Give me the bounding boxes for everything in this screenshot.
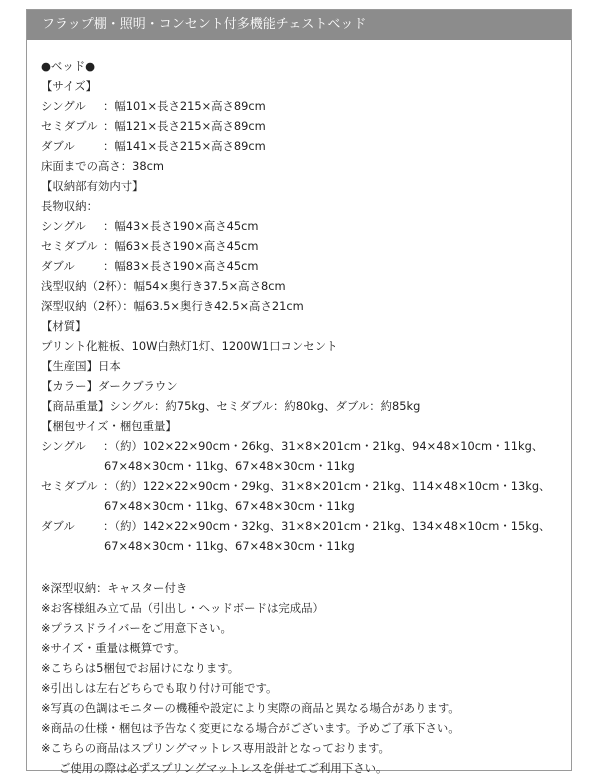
size-row-double	[41, 136, 571, 156]
material-heading: 【材質】	[41, 319, 87, 333]
floor-height: 床面までの高さ：38cm	[41, 159, 164, 173]
storage-row-double	[41, 256, 571, 276]
size-row-semidouble	[41, 116, 571, 136]
package-row-double	[41, 516, 571, 536]
note-item: ※深型収納：キャスター付き	[41, 581, 188, 595]
product-weight: 【商品重量】シングル：約75kg、セミダブル：約80kg、ダブル：約85kg	[41, 399, 421, 413]
spacer	[41, 556, 571, 578]
size-heading: 【サイズ】	[41, 79, 98, 93]
package-row-single	[41, 436, 571, 456]
note-item: ※こちらの商品はスプリングマットレス専用設計となっております。	[41, 741, 390, 755]
origin: 【生産国】日本	[41, 359, 121, 373]
note-item: ※お客様組み立て品（引出し・ヘッドボードは完成品）	[41, 601, 324, 615]
panel-header	[27, 10, 571, 40]
storage-label: ダブル	[41, 259, 75, 273]
note-item: ※こちらは5梱包でお届けになります。	[41, 661, 240, 675]
package-value: ：（約）142×22×90cm・32kg、31×8×201cm・21kg、134×48×10cm・15kg、	[103, 519, 551, 533]
package-value-cont: 67×48×30cm・11kg、67×48×30cm・11kg	[104, 499, 355, 513]
size-label: ダブル	[41, 139, 75, 153]
storage-row-semidouble	[41, 236, 571, 256]
note-item: ※商品の仕様・梱包は予告なく変更になる場合がございます。予めご了承下さい。	[41, 721, 460, 735]
storage-value: ：幅63×長さ190×高さ45cm	[103, 239, 259, 253]
panel-title: フラップ棚・照明・コンセント付多機能チェストベッド	[42, 17, 367, 32]
size-value: ：幅121×長さ215×高さ89cm	[103, 119, 266, 133]
size-value: ：幅101×長さ215×高さ89cm	[103, 99, 266, 113]
note-item: ※サイズ・重量は概算です。	[41, 641, 186, 655]
material-value: プリント化粧板、10W白熱灯1灯、1200W1口コンセント	[41, 339, 338, 353]
package-row-semidouble	[41, 476, 571, 496]
package-heading: 【梱包サイズ・梱包重量】	[41, 419, 177, 433]
package-label: セミダブル	[41, 479, 98, 493]
note-item: ※プラスドライバーをご用意下さい。	[41, 621, 232, 635]
note-item-continued: ご使用の際は必ずスプリングマットレスを併せてご利用下さい。	[59, 761, 388, 775]
storage-label: セミダブル	[41, 239, 98, 253]
size-label: セミダブル	[41, 119, 98, 133]
storage-label: シングル	[41, 219, 86, 233]
note-item: ※写真の色調はモニターの機種や設定により実際の商品と異なる場合があります。	[41, 701, 460, 715]
size-label: シングル	[41, 99, 86, 113]
storage-value: ：幅43×長さ190×高さ45cm	[103, 219, 259, 233]
size-row-single	[41, 96, 571, 116]
color: 【カラー】ダークブラウン	[41, 379, 178, 393]
size-value: ：幅141×長さ215×高さ89cm	[103, 139, 266, 153]
package-label: シングル	[41, 439, 86, 453]
storage-heading: 【収納部有効内寸】	[41, 179, 144, 193]
shallow-storage: 浅型収納（2杯）：幅54×奥行き37.5×高さ8cm	[41, 279, 286, 293]
deep-storage: 深型収納（2杯）：幅63.5×奥行き42.5×高さ21cm	[41, 299, 304, 313]
package-value-cont: 67×48×30cm・11kg、67×48×30cm・11kg	[104, 459, 355, 473]
note-item: ※引出しは左右どちらでも取り付け可能です。	[41, 681, 278, 695]
long-storage-heading: 長物収納：	[41, 199, 98, 213]
package-value: ：（約）122×22×90cm・29kg、31×8×201cm・21kg、114×48×10cm・13kg、	[103, 479, 551, 493]
storage-value: ：幅83×長さ190×高さ45cm	[103, 259, 259, 273]
package-label: ダブル	[41, 519, 75, 533]
bed-heading: ●ベッド●	[41, 59, 96, 73]
storage-row-single	[41, 216, 571, 236]
spec-panel	[26, 9, 572, 775]
package-value: ：（約）102×22×90cm・26kg、31×8×201cm・21kg、94×48×10cm・11kg、	[103, 439, 544, 453]
package-value-cont: 67×48×30cm・11kg、67×48×30cm・11kg	[104, 539, 355, 553]
spec-content	[27, 40, 571, 778]
